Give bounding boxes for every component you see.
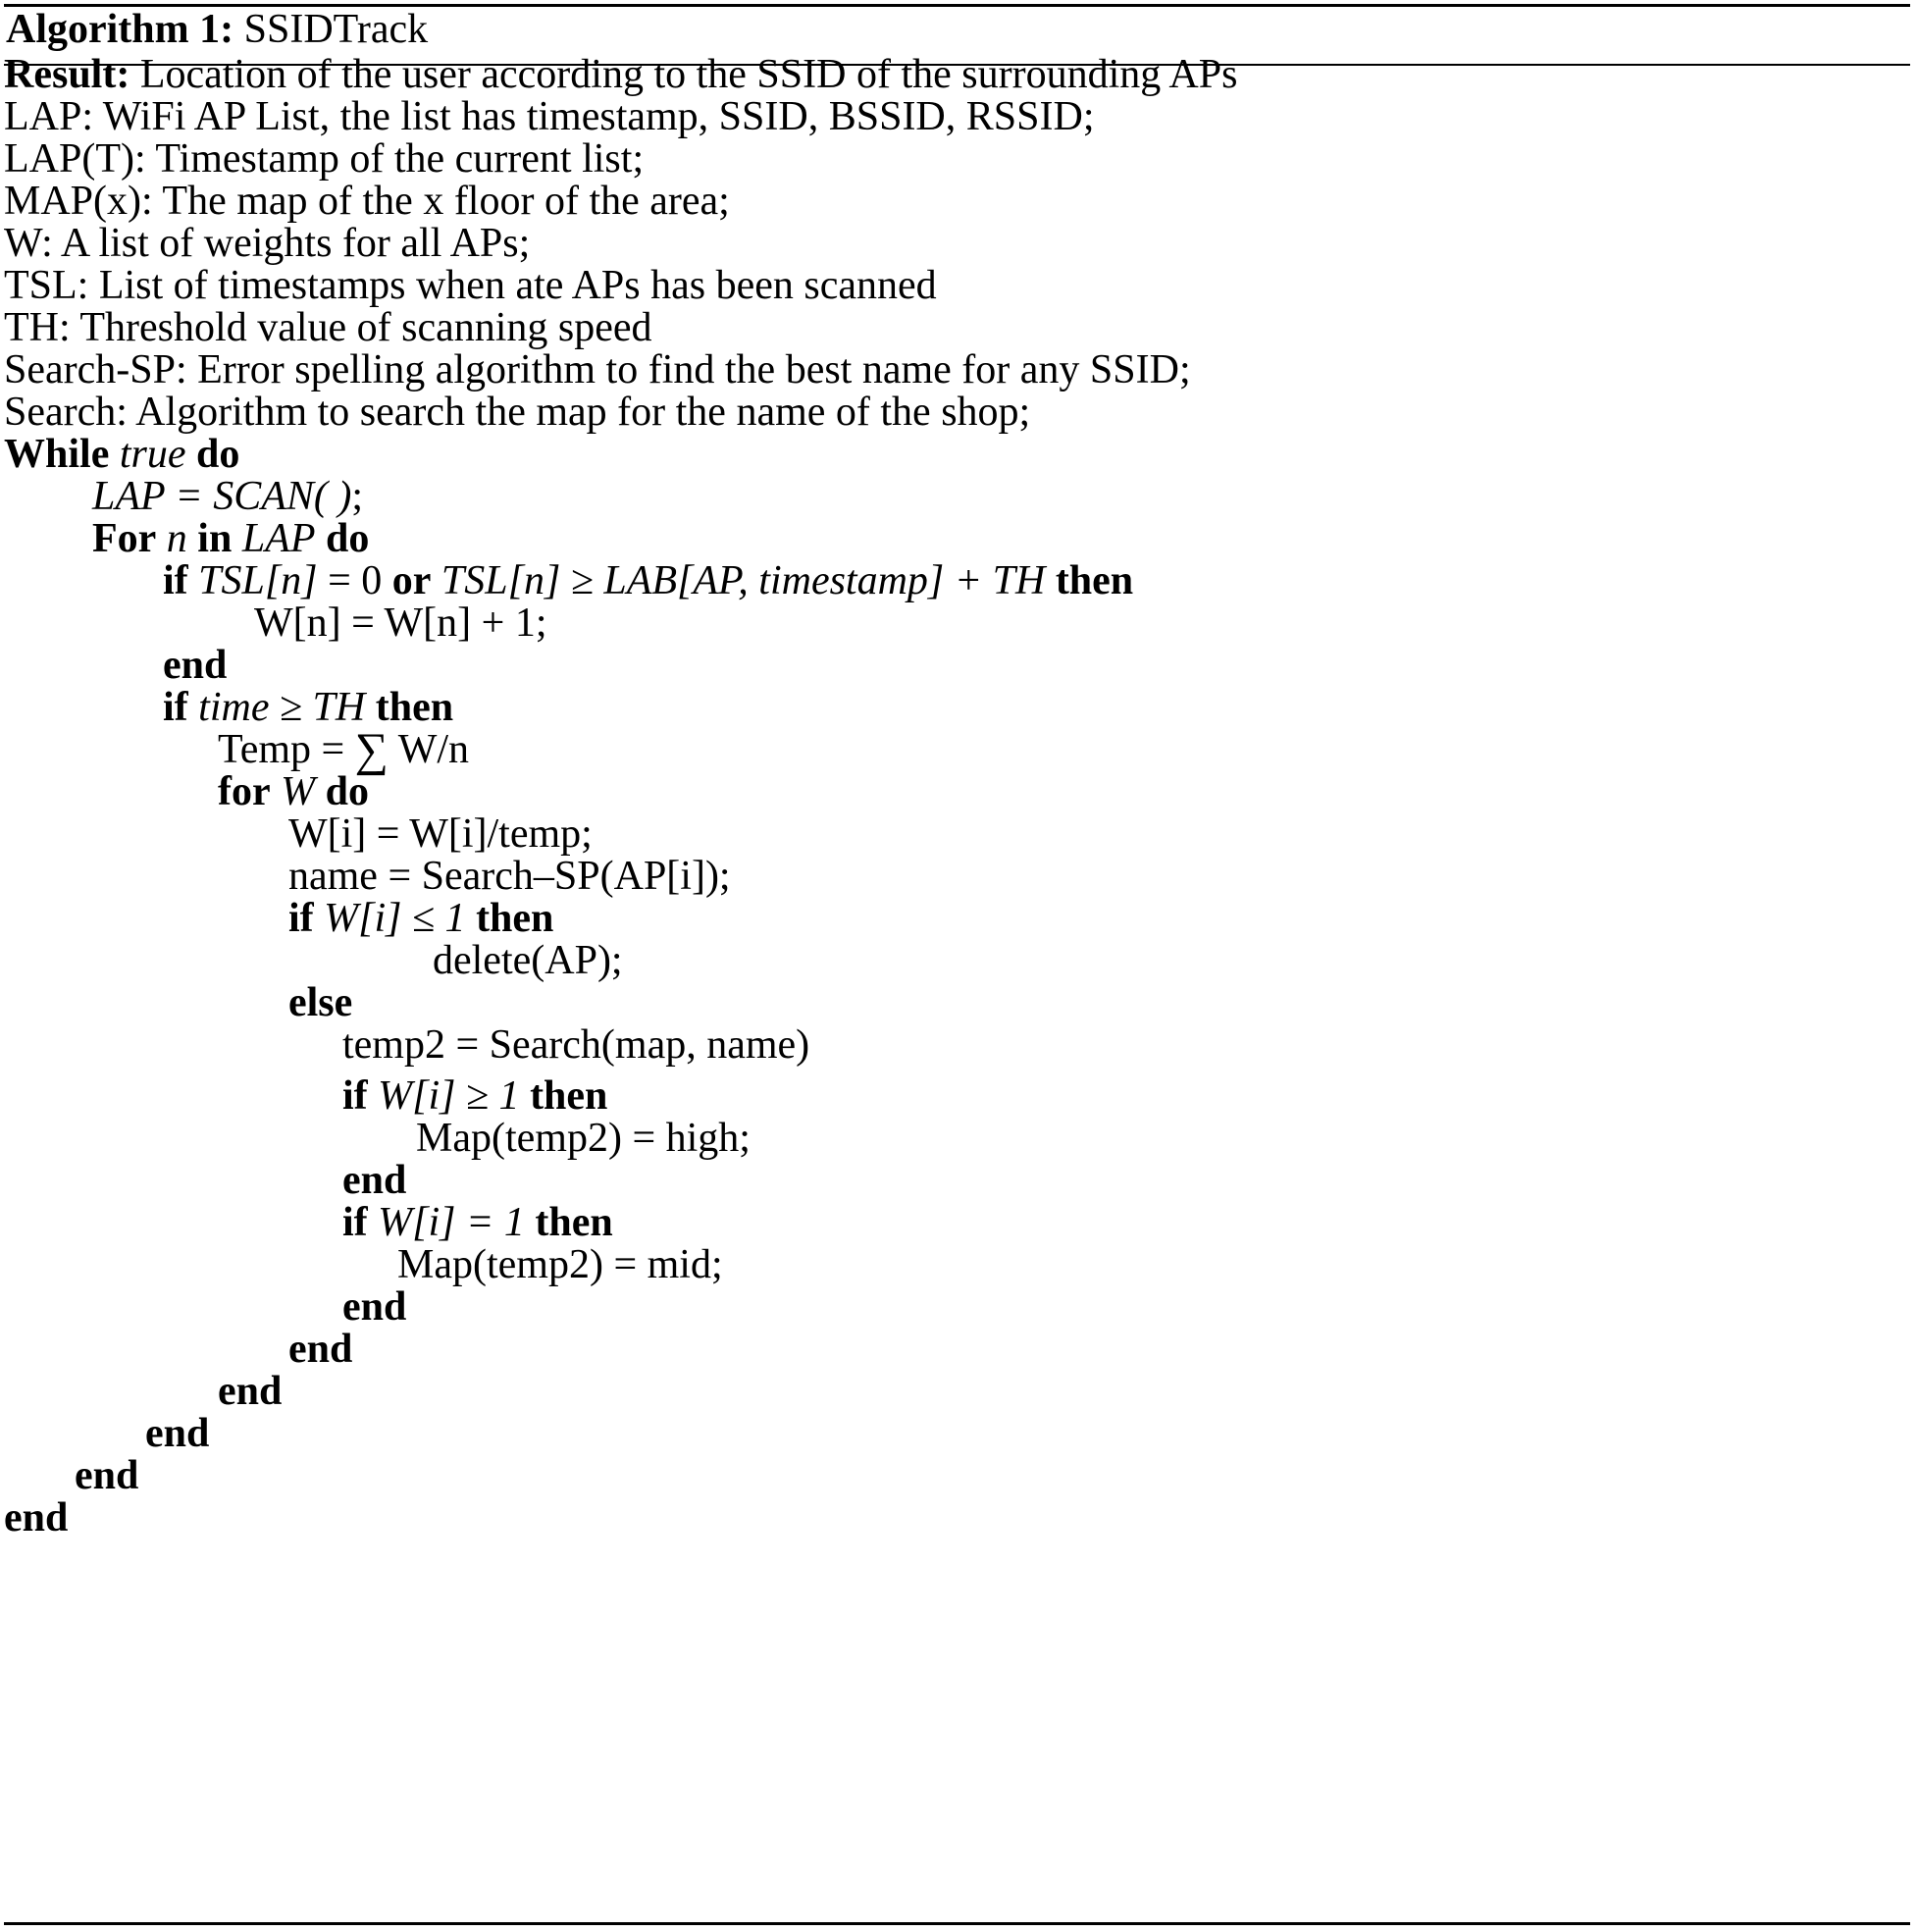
keyword: in	[197, 516, 233, 561]
if-line: if time ≥ TH then	[163, 685, 454, 730]
result-text: Location of the user according to the SSID of the surrounding APs	[139, 52, 1238, 97]
algorithm-caption	[6, 4, 428, 55]
keyword: While	[4, 432, 110, 477]
for-line: for W do	[218, 769, 369, 814]
condition: time ≥ TH	[198, 685, 366, 730]
if-line: if W[i] ≥ 1 then	[342, 1073, 608, 1119]
sum-symbol: ∑	[354, 724, 389, 776]
statement-line: name = Search–SP(AP[i]);	[288, 854, 731, 899]
declaration-line: W: A list of weights for all APs;	[4, 221, 531, 266]
condition: TSL[n] ≥ LAB[AP, timestamp] + TH	[441, 558, 1046, 603]
end-line: end	[145, 1411, 210, 1456]
algorithm-label: Algorithm 1:	[6, 7, 234, 52]
keyword: do	[326, 516, 370, 561]
condition: W[i] ≤ 1	[324, 896, 466, 941]
declaration-line: Search-SP: Error spelling algorithm to find the best name for any SSID;	[4, 347, 1191, 392]
scan-line: LAP = SCAN( );	[92, 474, 364, 519]
end-line: end	[288, 1327, 353, 1372]
condition: W[i] ≥ 1	[378, 1073, 520, 1119]
if-line: if TSL[n] = 0 or TSL[n] ≥ LAB[AP, timestamp] + TH then	[163, 558, 1134, 603]
declaration-line: LAP(T): Timestamp of the current list;	[4, 136, 645, 182]
loop-variable: n	[166, 516, 187, 561]
bottom-rule	[4, 1922, 1910, 1925]
end-line: end	[342, 1284, 407, 1330]
declaration-line: TSL: List of timestamps when ate APs has been scanned	[4, 263, 937, 308]
declaration-line: MAP(x): The map of the x floor of the area;	[4, 179, 730, 224]
statement-line: temp2 = Search(map, name)	[342, 1022, 810, 1068]
end-line: end	[75, 1453, 139, 1498]
loop-list: LAP	[241, 516, 316, 561]
else-line: else	[288, 980, 353, 1025]
end-line: end	[163, 643, 228, 688]
algorithm-name: SSIDTrack	[243, 7, 429, 52]
while-condition: true	[119, 432, 186, 477]
scan-expression: LAP = SCAN( )	[92, 474, 352, 519]
loop-variable: W	[281, 769, 316, 814]
end-line: end	[342, 1158, 407, 1203]
declaration-line: Search: Algorithm to search the map for the name of the shop;	[4, 390, 1031, 435]
if-line: if W[i] ≤ 1 then	[288, 896, 554, 941]
statement-line: W[i] = W[i]/temp;	[288, 811, 593, 857]
if-line: if W[i] = 1 then	[342, 1200, 613, 1245]
end-line: end	[218, 1369, 283, 1414]
condition: W[i] = 1	[378, 1200, 525, 1245]
result-key: Result:	[4, 52, 130, 97]
temp-line: Temp = ∑ W/n	[218, 724, 470, 776]
declaration-line: TH: Threshold value of scanning speed	[4, 305, 652, 350]
end-line: end	[4, 1495, 69, 1540]
condition: TSL[n]	[198, 558, 318, 603]
declaration-line: LAP: WiFi AP List, the list has timestamp, SSID, BSSID, RSSID;	[4, 94, 1095, 139]
statement-line: delete(AP);	[433, 938, 623, 983]
keyword: For	[92, 516, 157, 561]
keyword: do	[196, 432, 240, 477]
statement-line: Map(temp2) = high;	[416, 1116, 751, 1161]
statement-line: W[n] = W[n] + 1;	[254, 600, 547, 646]
statement-line: Map(temp2) = mid;	[397, 1242, 723, 1287]
